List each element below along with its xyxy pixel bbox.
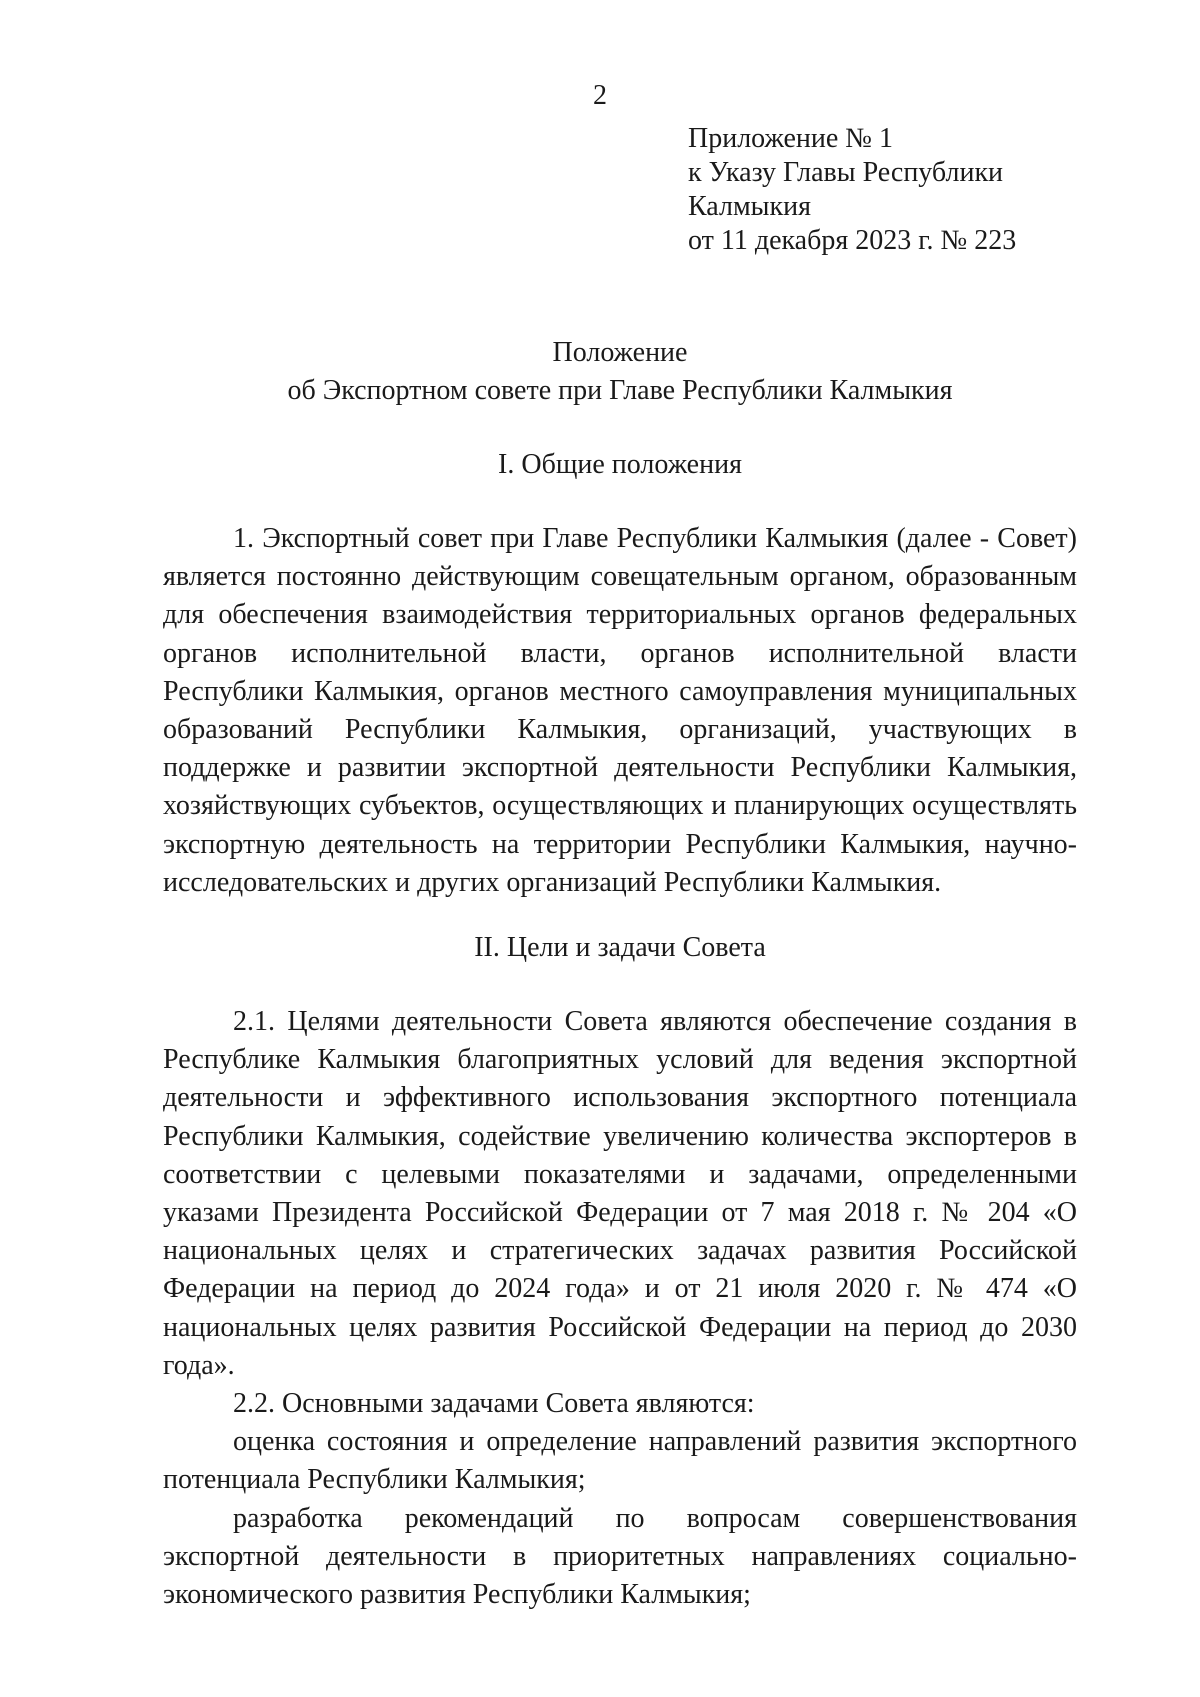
document-subtitle: об Экспортном совете при Главе Республики Калмыкия [287,375,953,406]
paragraph: 2.2. Основными задачами Совета являются: [233,1388,755,1420]
section-body [163,1003,1077,1614]
annex-line: Приложение № 1 [688,123,893,154]
paragraph: 2.1. Целями деятельности Совета являются обеспечение создания в Республике Калмыкия благоприятных условий для ведения экспортной деятельности и эффективного использования экспортного потенциала Республики Калмыкия, содействие увеличению количества экспортеров в соответствии с целевыми показателями и задачами, определенными указами Президента Российской Федерации от 7 мая 2018 г. № 204 «О национальных целях и стратегических задачах развития Российской Федерации на период до 2024 года» и от 21 июля 2020 г. № 474 «О национальных целях развития Российской Федерации на период до 2030 года». [163,1006,1077,1381]
annex-line: от 11 декабря 2023 г. № 223 [688,225,1017,256]
document-title-block [163,334,1077,410]
section-heading: II. Цели и задачи Совета [474,932,766,963]
annex-line: Калмыкия [688,191,811,222]
section-body [163,520,1077,902]
annex-line: к Указу Главы Республики [688,157,1004,188]
section-heading: I. Общие положения [498,449,742,480]
paragraph: оценка состояния и определение направлений развития экспортного потенциала Республики Калмыкия; [163,1426,1077,1496]
annex-block [688,122,1016,258]
document-title: Положение [552,337,688,368]
paragraph: 1. Экспортный совет при Главе Республики Калмыкия (далее - Совет) является постоянно действующим совещательным органом, образованным для обеспечения взаимодействия территориальных органов федеральных органов исполнительной власти, органов исполнительной власти Республики Калмыкия, органов местного самоуправления муниципальных образований Республики Калмыкия, организаций, участвующих в поддержке и развитии экспортной деятельности Республики Калмыкия, хозяйствующих субъектов, осуществляющих и планирующих осуществлять экспортную деятельность на территории Республики Калмыкия, научно-исследовательских и других организаций Республики Калмыкия. [163,523,1077,898]
page-number: 2 [593,80,607,111]
paragraph: разработка рекомендаций по вопросам совершенствования экспортной деятельности в приоритетных направлениях социально-экономического развития Республики Калмыкия; [163,1502,1077,1611]
